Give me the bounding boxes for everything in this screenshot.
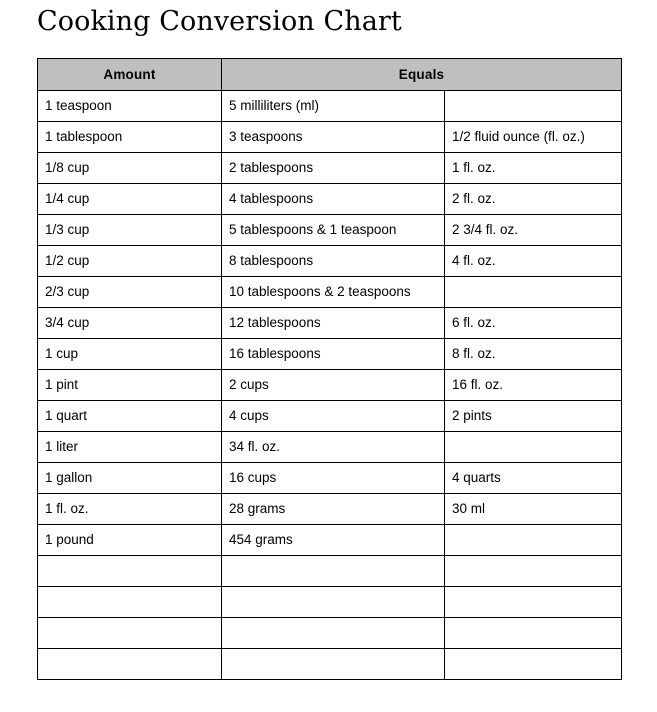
cell-equals-secondary bbox=[445, 525, 622, 556]
cell-amount: 1/3 cup bbox=[38, 215, 222, 246]
cell-equals-secondary bbox=[445, 556, 622, 587]
table-row-blank bbox=[38, 618, 622, 649]
table-row bbox=[38, 308, 622, 339]
cell-equals-secondary: 30 ml bbox=[445, 494, 622, 525]
cell-equals-secondary: 6 fl. oz. bbox=[445, 308, 622, 339]
table-row bbox=[38, 525, 622, 556]
table-header-row bbox=[38, 59, 622, 91]
cell-equals-secondary: 8 fl. oz. bbox=[445, 339, 622, 370]
cell-equals-primary: 16 tablespoons bbox=[222, 339, 445, 370]
cell-equals-primary: 28 grams bbox=[222, 494, 445, 525]
cell-equals-primary: 12 tablespoons bbox=[222, 308, 445, 339]
cell-equals-primary: 2 cups bbox=[222, 370, 445, 401]
table-row bbox=[38, 277, 622, 308]
cell-equals-secondary bbox=[445, 91, 622, 122]
table-row bbox=[38, 494, 622, 525]
table-row bbox=[38, 370, 622, 401]
cell-equals-primary: 4 cups bbox=[222, 401, 445, 432]
table-row bbox=[38, 122, 622, 153]
table-header bbox=[38, 59, 622, 91]
cell-amount: 1 cup bbox=[38, 339, 222, 370]
cell-amount: 1 fl. oz. bbox=[38, 494, 222, 525]
cell-amount: 1 quart bbox=[38, 401, 222, 432]
page-title: Cooking Conversion Chart bbox=[37, 6, 402, 37]
cell-equals-primary: 5 tablespoons & 1 teaspoon bbox=[222, 215, 445, 246]
cell-equals-primary bbox=[222, 587, 445, 618]
cell-equals-primary: 8 tablespoons bbox=[222, 246, 445, 277]
cell-amount: 3/4 cup bbox=[38, 308, 222, 339]
cell-amount bbox=[38, 649, 222, 680]
table-row-blank bbox=[38, 649, 622, 680]
cell-equals-secondary bbox=[445, 587, 622, 618]
table-row bbox=[38, 339, 622, 370]
cell-amount: 2/3 cup bbox=[38, 277, 222, 308]
cell-equals-secondary: 1/2 fluid ounce (fl. oz.) bbox=[445, 122, 622, 153]
table-row bbox=[38, 432, 622, 463]
cell-amount: 1 pint bbox=[38, 370, 222, 401]
column-header-amount: Amount bbox=[38, 59, 222, 91]
cell-equals-primary: 16 cups bbox=[222, 463, 445, 494]
table-row bbox=[38, 401, 622, 432]
cell-equals-primary bbox=[222, 618, 445, 649]
cell-equals-secondary: 1 fl. oz. bbox=[445, 153, 622, 184]
table-row bbox=[38, 184, 622, 215]
cell-amount: 1 liter bbox=[38, 432, 222, 463]
cell-amount bbox=[38, 587, 222, 618]
cell-equals-primary: 5 milliliters (ml) bbox=[222, 91, 445, 122]
column-header-equals: Equals bbox=[222, 59, 622, 91]
cell-equals-primary: 4 tablespoons bbox=[222, 184, 445, 215]
table-row bbox=[38, 463, 622, 494]
cell-amount: 1/8 cup bbox=[38, 153, 222, 184]
cell-amount: 1/2 cup bbox=[38, 246, 222, 277]
cell-amount bbox=[38, 618, 222, 649]
table-row bbox=[38, 246, 622, 277]
cell-amount: 1 tablespoon bbox=[38, 122, 222, 153]
cell-equals-primary: 34 fl. oz. bbox=[222, 432, 445, 463]
cell-equals-secondary bbox=[445, 432, 622, 463]
table-row-blank bbox=[38, 587, 622, 618]
cell-equals-secondary: 4 quarts bbox=[445, 463, 622, 494]
cell-equals-primary bbox=[222, 649, 445, 680]
cell-equals-primary: 3 teaspoons bbox=[222, 122, 445, 153]
cell-equals-secondary bbox=[445, 277, 622, 308]
cell-equals-secondary: 4 fl. oz. bbox=[445, 246, 622, 277]
table-row bbox=[38, 215, 622, 246]
cell-equals-secondary bbox=[445, 618, 622, 649]
cell-equals-primary: 10 tablespoons & 2 teaspoons bbox=[222, 277, 445, 308]
cell-equals-secondary: 2 3/4 fl. oz. bbox=[445, 215, 622, 246]
conversion-table-container bbox=[37, 58, 621, 680]
cell-amount: 1 gallon bbox=[38, 463, 222, 494]
cell-amount: 1/4 cup bbox=[38, 184, 222, 215]
table-row bbox=[38, 153, 622, 184]
cell-equals-primary: 2 tablespoons bbox=[222, 153, 445, 184]
cell-amount: 1 teaspoon bbox=[38, 91, 222, 122]
cell-equals-secondary bbox=[445, 649, 622, 680]
cell-equals-secondary: 16 fl. oz. bbox=[445, 370, 622, 401]
table-row-blank bbox=[38, 556, 622, 587]
table-row bbox=[38, 91, 622, 122]
cell-amount bbox=[38, 556, 222, 587]
cell-equals-primary: 454 grams bbox=[222, 525, 445, 556]
cell-equals-secondary: 2 pints bbox=[445, 401, 622, 432]
cell-amount: 1 pound bbox=[38, 525, 222, 556]
cell-equals-secondary: 2 fl. oz. bbox=[445, 184, 622, 215]
cell-equals-primary bbox=[222, 556, 445, 587]
table-body bbox=[38, 91, 622, 680]
cooking-conversion-table bbox=[37, 58, 622, 680]
